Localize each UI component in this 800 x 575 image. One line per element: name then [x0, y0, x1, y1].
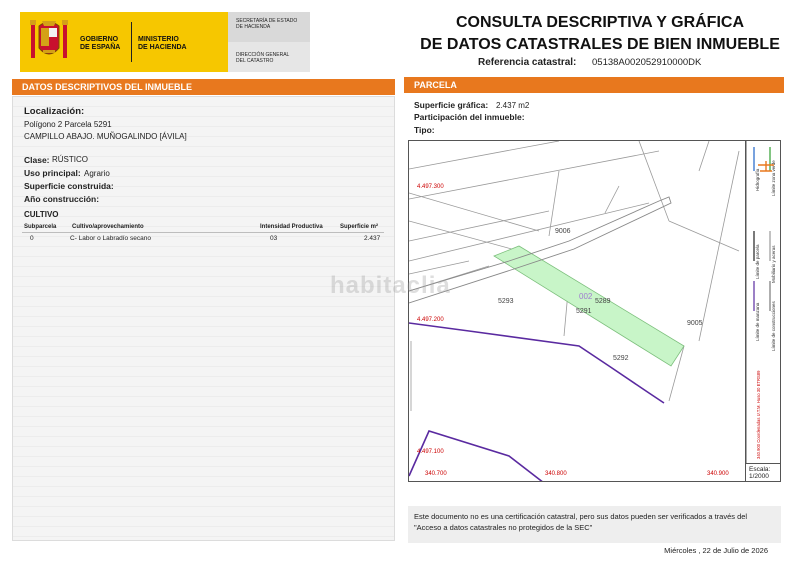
parcel-5291	[494, 246, 684, 366]
coord-label: 4.497.100	[417, 449, 444, 455]
municipal-boundary	[409, 323, 664, 482]
coord-label: 4.497.300	[417, 184, 444, 190]
ref-label: Referencia catastral:	[478, 57, 577, 68]
scale-label: Escala:	[749, 466, 771, 473]
col-intensidad: Intensidad Productiva	[260, 224, 323, 230]
watermark: habitaclia	[330, 272, 451, 299]
legend-item: Límite de parcela	[755, 244, 760, 279]
tipo-label: Tipo:	[414, 125, 435, 135]
document-title	[410, 12, 790, 56]
cultivo-title: CULTIVO	[24, 210, 59, 219]
clase-label: Clase:	[24, 155, 50, 165]
cultivo-table	[22, 222, 384, 247]
localizacion-label: Localización:	[24, 106, 85, 117]
logo-secretaria-text	[236, 18, 324, 30]
coord-label: 4.497.200	[417, 317, 444, 323]
superficie-grafica-label: Superficie gráfica:	[414, 100, 489, 110]
logo-yellow-panel	[20, 12, 228, 72]
parcel-number-label: 5291	[576, 308, 592, 315]
parcel-number-label: 5292	[613, 355, 629, 362]
poligono-label: 002	[579, 292, 593, 301]
logo-min-line2: DE HACIENDA	[138, 44, 187, 51]
logo-ministerio-text	[138, 36, 187, 52]
logo-gob-line2: DE ESPAÑA	[80, 44, 121, 51]
coord-label: 340.900	[707, 471, 729, 477]
parcel-number-label: 9006	[555, 228, 571, 235]
legend-item: Límite zona verde	[771, 160, 776, 196]
logo-dir-line1: DIRECCIÓN GENERAL	[236, 52, 290, 58]
participacion-label: Participación del inmueble:	[414, 112, 525, 122]
col-superficie: Superficie m²	[340, 224, 379, 230]
logo-gob-line1: GOBIERNO	[80, 36, 119, 43]
superficie-construida-label: Superficie construida:	[24, 181, 114, 191]
col-subparcela: Subparcela	[24, 224, 57, 230]
legend-item: Límite de manzana	[755, 302, 760, 341]
map-scale	[745, 463, 781, 482]
localizacion-line1: Polígono 2 Parcela 5291	[24, 120, 112, 129]
legend-drawing	[746, 141, 781, 463]
section-bar-descriptivos: DATOS DESCRIPTIVOS DEL INMUEBLE	[12, 79, 395, 95]
map-drawing	[409, 141, 745, 482]
coord-label: 340.800	[545, 471, 567, 477]
uso-value: Agrario	[84, 169, 110, 178]
map-legend	[745, 141, 781, 463]
legend-item: Límite de construcciones	[771, 301, 776, 351]
logo-sec-line2: DE HACIENDA	[236, 24, 271, 30]
cell-superficie: 2.437	[364, 235, 381, 242]
superficie-grafica-value: 2.437 m2	[496, 101, 530, 110]
cell-intensidad: 03	[270, 235, 278, 242]
uso-label: Uso principal:	[24, 168, 81, 178]
parcel-number-label: 5293	[498, 298, 514, 305]
title-line2: DE DATOS CATASTRALES DE BIEN INMUEBLE	[420, 36, 780, 53]
coat-of-arms-icon	[29, 16, 69, 68]
anio-construccion-label: Año construcción:	[24, 194, 100, 204]
logo-min-line1: MINISTERIO	[138, 36, 179, 43]
document-date: Miércoles , 22 de Julio de 2026	[664, 546, 768, 555]
table-row	[22, 233, 384, 247]
legend-item: Hidrografía	[755, 168, 760, 191]
government-logo	[20, 12, 310, 72]
clase-value: RÚSTICO	[52, 155, 88, 164]
scale-value: 1/2000	[749, 473, 769, 480]
cadastral-map[interactable]	[408, 140, 781, 482]
logo-separator	[131, 22, 132, 62]
legend-item: Mobiliario y aceras	[771, 245, 776, 283]
logo-gobierno-text	[80, 36, 120, 52]
parcel-number-label: 5289	[595, 298, 611, 305]
section-bar-parcela: PARCELA	[404, 77, 784, 93]
ref-value: 05138A002052910000DK	[592, 57, 702, 68]
logo-dir-line2: DEL CATASTRO	[236, 58, 274, 64]
cell-cultivo: C- Labor o Labradío secano	[70, 235, 151, 242]
verification-notice: Este documento no es una certificación catastral, pero sus datos pueden ser verificados a través del "Acceso a datos catastrales no protegidos de la SEC"	[408, 506, 781, 543]
logo-direccion-text	[236, 52, 324, 64]
cultivo-table-header	[22, 222, 384, 233]
localizacion-line2: CAMPILLO ABAJO. MUÑOGALINDO [ÁVILA]	[24, 132, 187, 141]
crs-label: 340.900 Coordenadas U.T.M. Huso 30 ETRS89	[756, 370, 761, 459]
title-line1: CONSULTA DESCRIPTIVA Y GRÁFICA	[455, 14, 744, 31]
parcel-number-label: 9005	[687, 320, 703, 327]
logo-sec-line1: SECRETARÍA DE ESTADO	[236, 18, 298, 24]
cell-subparcela: 0	[30, 235, 34, 242]
coord-label: 340.700	[425, 471, 447, 477]
col-cultivo: Cultivo/aprovechamiento	[72, 224, 144, 230]
